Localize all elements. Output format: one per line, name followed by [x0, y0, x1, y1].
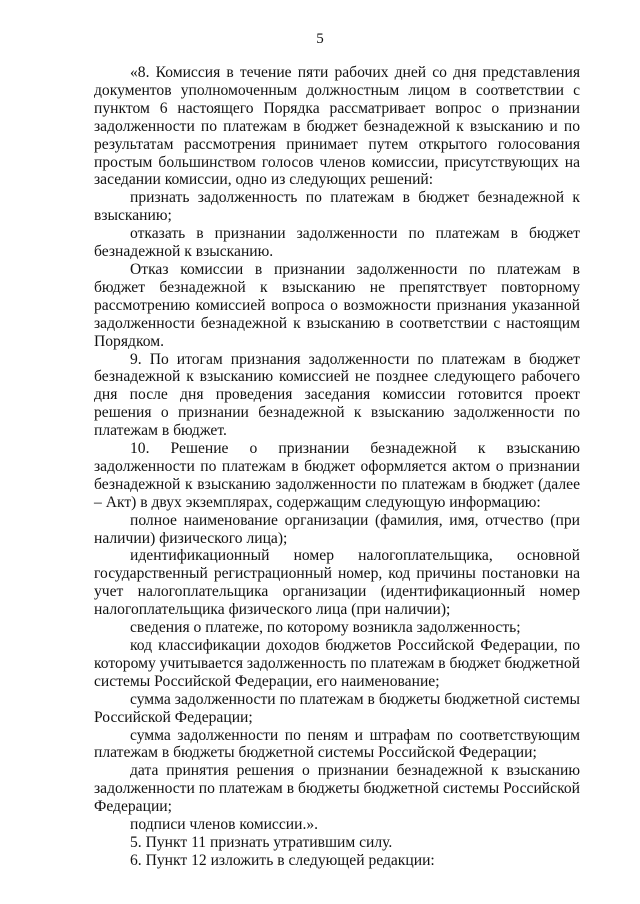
paragraph-signatures: подписи членов комиссии.». [130, 816, 319, 834]
paragraph-penalty-amount: сумма задолженности по пеням и штрафам по соответствующим платежам в бюджеты бюджетной системы Российской Федерации; [94, 726, 580, 762]
paragraph-org-name: полное наименование организации (фамилия, имя, отчество (при наличии) физического лица); [94, 511, 580, 547]
paragraph-budget-code: код классификации доходов бюджетов Российской Федерации, по которому учитывается задолженность по платежам в бюджет бюджетной системы Российской Федерации, его наименование; [94, 637, 581, 690]
paragraph-decision-recognize: признать задолженность по платежам в бюджет безнадежной к взысканию; [94, 189, 580, 225]
paragraph-decision-refuse: отказать в признании задолженности по платежам в бюджет безнадежной к взысканию. [94, 225, 580, 261]
document-body [94, 64, 580, 870]
paragraph-item-8: «8. Комиссия в течение пяти рабочих дней со дня представления документов уполномоченным должностным лицом в соответствии с пунктом 6 настоящего Порядка рассматривает вопрос о признании задолженности по платежам в бюджет безнадежной к взысканию и по результатам рассмотрения принимает путем открытого голосования простым большинством голосов членов комиссии, присутствующих на заседании комиссии, одно из следующих решений: [94, 64, 580, 189]
paragraph-payment-info: сведения о платеже, по которому возникла задолженность; [130, 619, 521, 637]
paragraph-decision-date: дата принятия решения о признании безнадежной к взысканию задолженности по платежам в бюджеты бюджетной системы Российской Федерации; [94, 762, 580, 816]
paragraph-refusal-note: Отказ комиссии в признании задолженности по платежам в бюджет безнадежной к взысканию не препятствует повторному рассмотрению комиссией вопроса о возможности признания указанной задолженности безнадежной к взысканию в соответствии с настоящим Порядком. [94, 260, 580, 350]
paragraph-item-5: 5. Пункт 11 признать утратившим силу. [130, 833, 393, 851]
paragraph-item-6: 6. Пункт 12 изложить в следующей редакции: [130, 851, 435, 869]
page-number: 5 [316, 31, 324, 47]
paragraph-debt-amount: сумма задолженности по платежам в бюджеты бюджетной системы Российской Федерации; [94, 690, 580, 726]
paragraph-taxpayer-id: идентификационный номер налогоплательщика, основной государственный регистрационный номер, код причины постановки на учет налогоплательщика организации (идентификационный номер налогоплательщика физического лица (при наличии); [94, 547, 580, 619]
paragraph-item-10: 10. Решение о признании безнадежной к взысканию задолженности по платежам в бюджет оформляется актом о признании безнадежной к взысканию задолженности по платежам в бюджет (далее – Акт) в двух экземплярах, содержащим следующую информацию: [94, 440, 580, 511]
paragraph-item-9: 9. По итогам признания задолженности по платежам в бюджет безнадежной к взысканию комиссией не позднее следующего рабочего дня после дня проведения заседания комиссии готовится проект решения о признании безнадежной к взысканию задолженности по платежам в бюджет. [94, 350, 580, 440]
